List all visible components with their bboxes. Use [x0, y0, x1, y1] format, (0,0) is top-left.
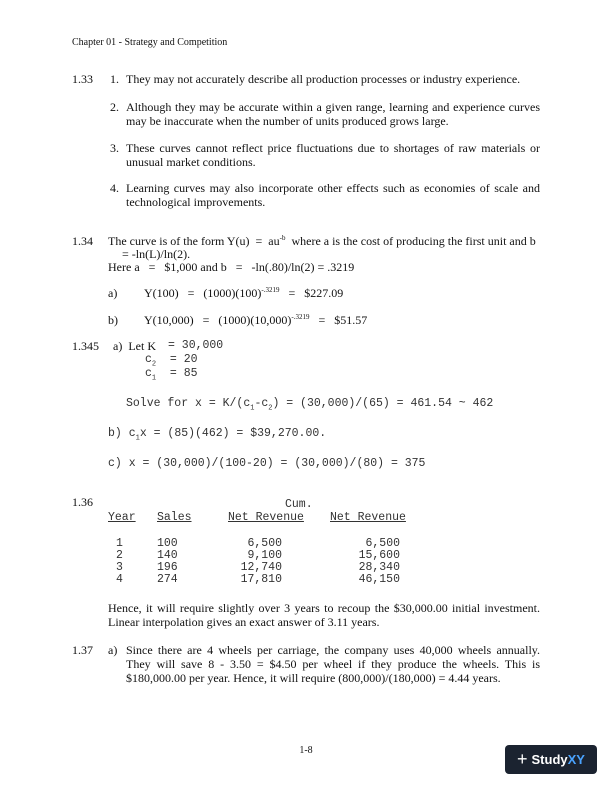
parameter-values: Here a = $1,000 and b = -ln(.80)/ln(2) = .3219	[108, 260, 355, 274]
list-marker: 1.	[110, 72, 119, 86]
k-value: = 30,000	[168, 339, 224, 352]
c1-value: $c_1 = 85$	[145, 367, 198, 383]
b-definition: = -ln(L)/ln(2).	[122, 247, 191, 261]
table-cell: 6,500	[247, 537, 282, 550]
problem-number-1-34: 1.34	[72, 234, 93, 248]
list-marker: 2.	[110, 100, 119, 114]
c2-value: $c_2 = 20$	[145, 353, 198, 369]
table-cell: 28,340	[358, 561, 400, 574]
table-cell: 100	[157, 537, 178, 550]
list-item: Learning curves may also incorporate other effects such as economies of scale and technological improvements.	[126, 181, 540, 209]
formula-b: $Y(10,000) = (1000)(10,000)^{-.3219}$ = $51.57	[144, 313, 368, 327]
problem-number-1-36: 1.36	[72, 495, 93, 509]
conclusion-paragraph: Hence, it will require slightly over 3 years to recoup the $30,000.00 initial investment. Linear interpolation gives an exact answer of 3.11 years.	[108, 601, 540, 629]
list-item: These curves cannot reflect price fluctuations due to shortages of raw materials or unusual market conditions.	[126, 141, 540, 169]
answer-paragraph: Since there are 4 wheels per carriage, the company uses 40,000 wheels annually. They will save 8 - 3.50 = $4.50 per wheel if they produce the wheels. This is $180,000.00 per year. Hence, it will require (800,000)/(180,000) = 4.44 years.	[126, 643, 540, 685]
table-cell: 2	[116, 549, 123, 562]
list-marker: 3.	[110, 141, 119, 155]
problem-number-1-37: 1.37	[72, 643, 93, 657]
table-cell: 196	[157, 561, 178, 574]
part-c-equation: c) x = (30,000)/(100-20) = (30,000)/(80) = 375	[108, 457, 426, 470]
table-cell: 17,810	[240, 573, 282, 586]
list-item: They may not accurately describe all production processes or industry experience.	[126, 72, 521, 86]
table-header: Net Revenue	[228, 511, 304, 524]
table-cell: 6,500	[365, 537, 400, 550]
part-label: a) Let K	[113, 339, 156, 353]
plus-icon: +	[517, 749, 528, 769]
table-cell: 15,600	[358, 549, 400, 562]
table-header: Year	[108, 511, 136, 524]
table-cell: 12,740	[240, 561, 282, 574]
list-marker: 4.	[110, 181, 119, 195]
list-item: Although they may be accurate within a given range, learning and experience curves may be inaccurate when the number of units produced grows large.	[126, 100, 540, 128]
table-cell: 9,100	[247, 549, 282, 562]
part-label: a)	[108, 643, 118, 657]
page-number: 1-8	[299, 745, 313, 756]
formula-a: $Y(100) = (1000)(100)^{-.3219}$ = $227.09	[144, 286, 344, 300]
problem-number-1-33: 1.33	[72, 72, 93, 86]
table-cell: 4	[116, 573, 123, 586]
table-cell: 3	[116, 561, 123, 574]
table-cell: 1	[116, 537, 123, 550]
part-b-equation: b) $c_1x = (85)(462)$ = $39,270.00.	[108, 427, 327, 443]
table-cell: 140	[157, 549, 178, 562]
cum-header: Cum.	[285, 498, 313, 511]
brand-study: Study	[531, 752, 568, 767]
problem-number-1-345: 1.345	[72, 339, 99, 353]
running-header: Chapter 01 - Strategy and Competition	[72, 37, 228, 48]
table-header: Net Revenue	[330, 511, 406, 524]
brand-xy: XY	[567, 752, 585, 767]
part-label: b)	[108, 313, 118, 327]
table-cell: 46,150	[358, 573, 400, 586]
table-cell: 274	[157, 573, 178, 586]
studyxy-badge[interactable]	[505, 745, 597, 774]
solve-equation: Solve for $x = K/(c_1-c_2) = (30,000)/(65) = 461.54$ ~ 462	[126, 397, 494, 413]
part-label: a)	[108, 286, 118, 300]
table-header: Sales	[157, 511, 192, 524]
curve-form-line: The curve is of the form $Y(u) = au^{-b}$ where a is the cost of producing the first unit and b	[108, 234, 536, 248]
